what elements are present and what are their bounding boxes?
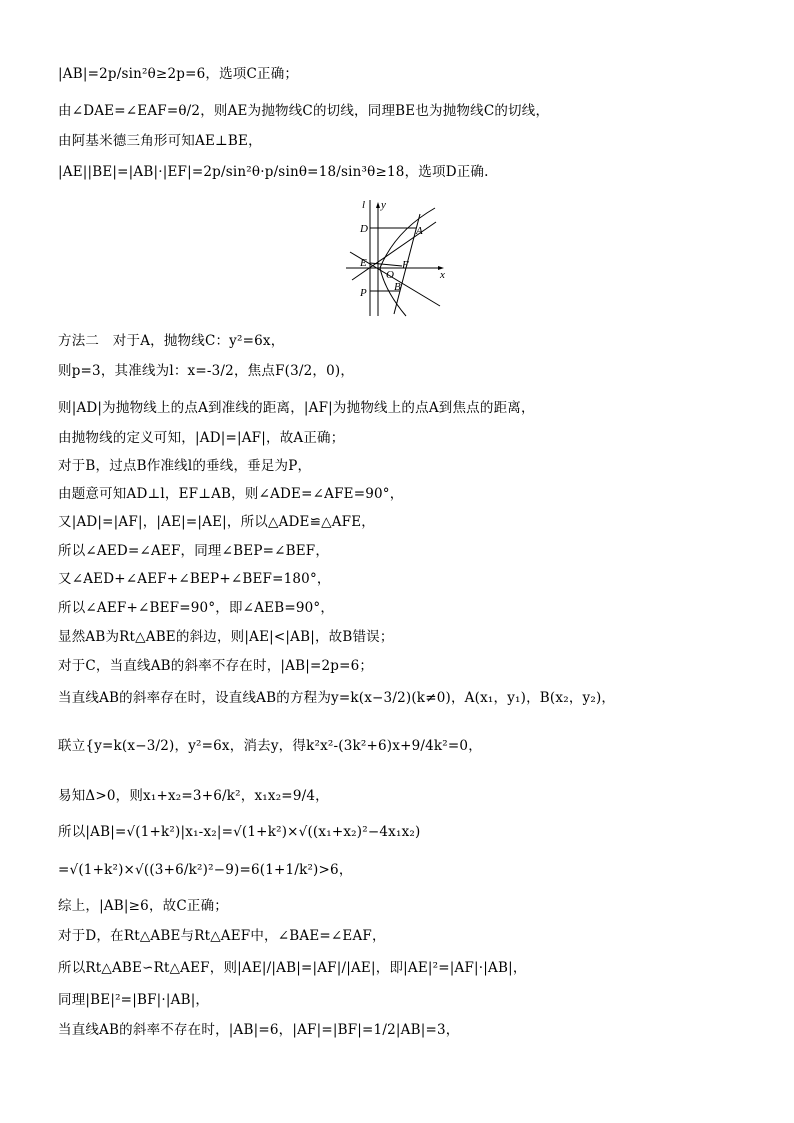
text-line: =√(1+k²)×√((3+6/k²)²−9)=6(1+1/k²)>6， <box>58 862 353 878</box>
text-line: 又∠AED+∠AEF+∠BEP+∠BEF=180°， <box>58 571 331 587</box>
text-line: 对于D，在Rt△ABE与Rt△AEF中，∠BAE=∠EAF， <box>58 928 386 944</box>
label-y: y <box>381 199 386 211</box>
text-line: 对于B，过点B作准线l的垂线，垂足为P， <box>58 458 312 474</box>
text-line: 方法二 对于A，抛物线C：y²=6x， <box>58 333 285 349</box>
label-l: l <box>362 199 366 211</box>
text-line: 综上，|AB|≥6，故C正确； <box>58 898 228 914</box>
text-line: 当直线AB的斜率不存在时，|AB|=6，|AF|=|BF|=1/2|AB|=3， <box>58 1022 460 1038</box>
text-line: 所以|AB|=√(1+k²)|x₁-x₂|=√(1+k²)×√((x₁+x₂)²−4x₁x₂) <box>58 824 421 840</box>
label-f: F <box>402 259 409 271</box>
text-line: 同理|BE|²=|BF|·|AB|， <box>58 992 210 1008</box>
text-line: 又|AD|=|AF|，|AE|=|AE|，所以△ADE≌△AFE， <box>58 514 375 530</box>
text-line: 当直线AB的斜率存在时，设直线AB的方程为y=k(x−3/2)(k≠0)，A(x₁，y₁)，B(x₂，y₂)， <box>58 690 616 706</box>
text-line: 所以∠AED=∠AEF，同理∠BEP=∠BEF， <box>58 543 330 559</box>
text-line: 由抛物线的定义可知，|AD|=|AF|，故A正确； <box>58 430 345 446</box>
label-a: A <box>416 225 423 237</box>
text-line: 所以∠AEF+∠BEF=90°，即∠AEB=90°， <box>58 600 335 616</box>
text-line: 对于C，当直线AB的斜率不存在时，|AB|=2p=6； <box>58 658 374 674</box>
label-b: B <box>394 281 401 293</box>
label-o: O <box>386 269 394 281</box>
parabola-diagram <box>340 196 456 318</box>
text-line: 由阿基米德三角形可知AE⊥BE， <box>58 133 262 149</box>
parabola-figure <box>340 196 456 318</box>
label-e: E <box>360 257 367 269</box>
text-line: 则|AD|为抛物线上的点A到准线的距离，|AF|为抛物线上的点A到焦点的距离， <box>58 400 535 416</box>
text-line: 由∠DAE=∠EAF=θ/2，则AE为抛物线C的切线，同理BE也为抛物线C的切线， <box>58 103 550 119</box>
text-line: |AE||BE|=|AB|·|EF|=2p/sin²θ·p/sinθ=18/sin³θ≥18，选项D正确. <box>58 164 489 180</box>
text-line: 所以Rt△ABE∽Rt△AEF，则|AE|/|AB|=|AF|/|AE|，即|AE|²=|AF|·|AB|， <box>58 960 527 976</box>
label-p: P <box>360 287 367 299</box>
label-x: x <box>440 269 445 281</box>
text-line: 则p=3，其准线为l：x=-3/2，焦点F(3/2，0)， <box>58 363 355 379</box>
y-axis-arrow <box>376 202 380 208</box>
text-line: 联立{y=k(x−3/2)，y²=6x，消去y，得k²x²-(3k²+6)x+9/4k²=0， <box>58 738 482 754</box>
text-line: 由题意可知AD⊥l，EF⊥AB，则∠ADE=∠AFE=90°， <box>58 486 404 502</box>
text-line: 显然AB为Rt△ABE的斜边，则|AE|<|AB|，故B错误； <box>58 629 394 645</box>
text-line: |AB|=2p/sin²θ≥2p=6，选项C正确； <box>58 66 299 82</box>
text-line: 易知Δ>0，则x₁+x₂=3+6/k²，x₁x₂=9/4， <box>58 788 329 804</box>
label-d: D <box>360 223 368 235</box>
